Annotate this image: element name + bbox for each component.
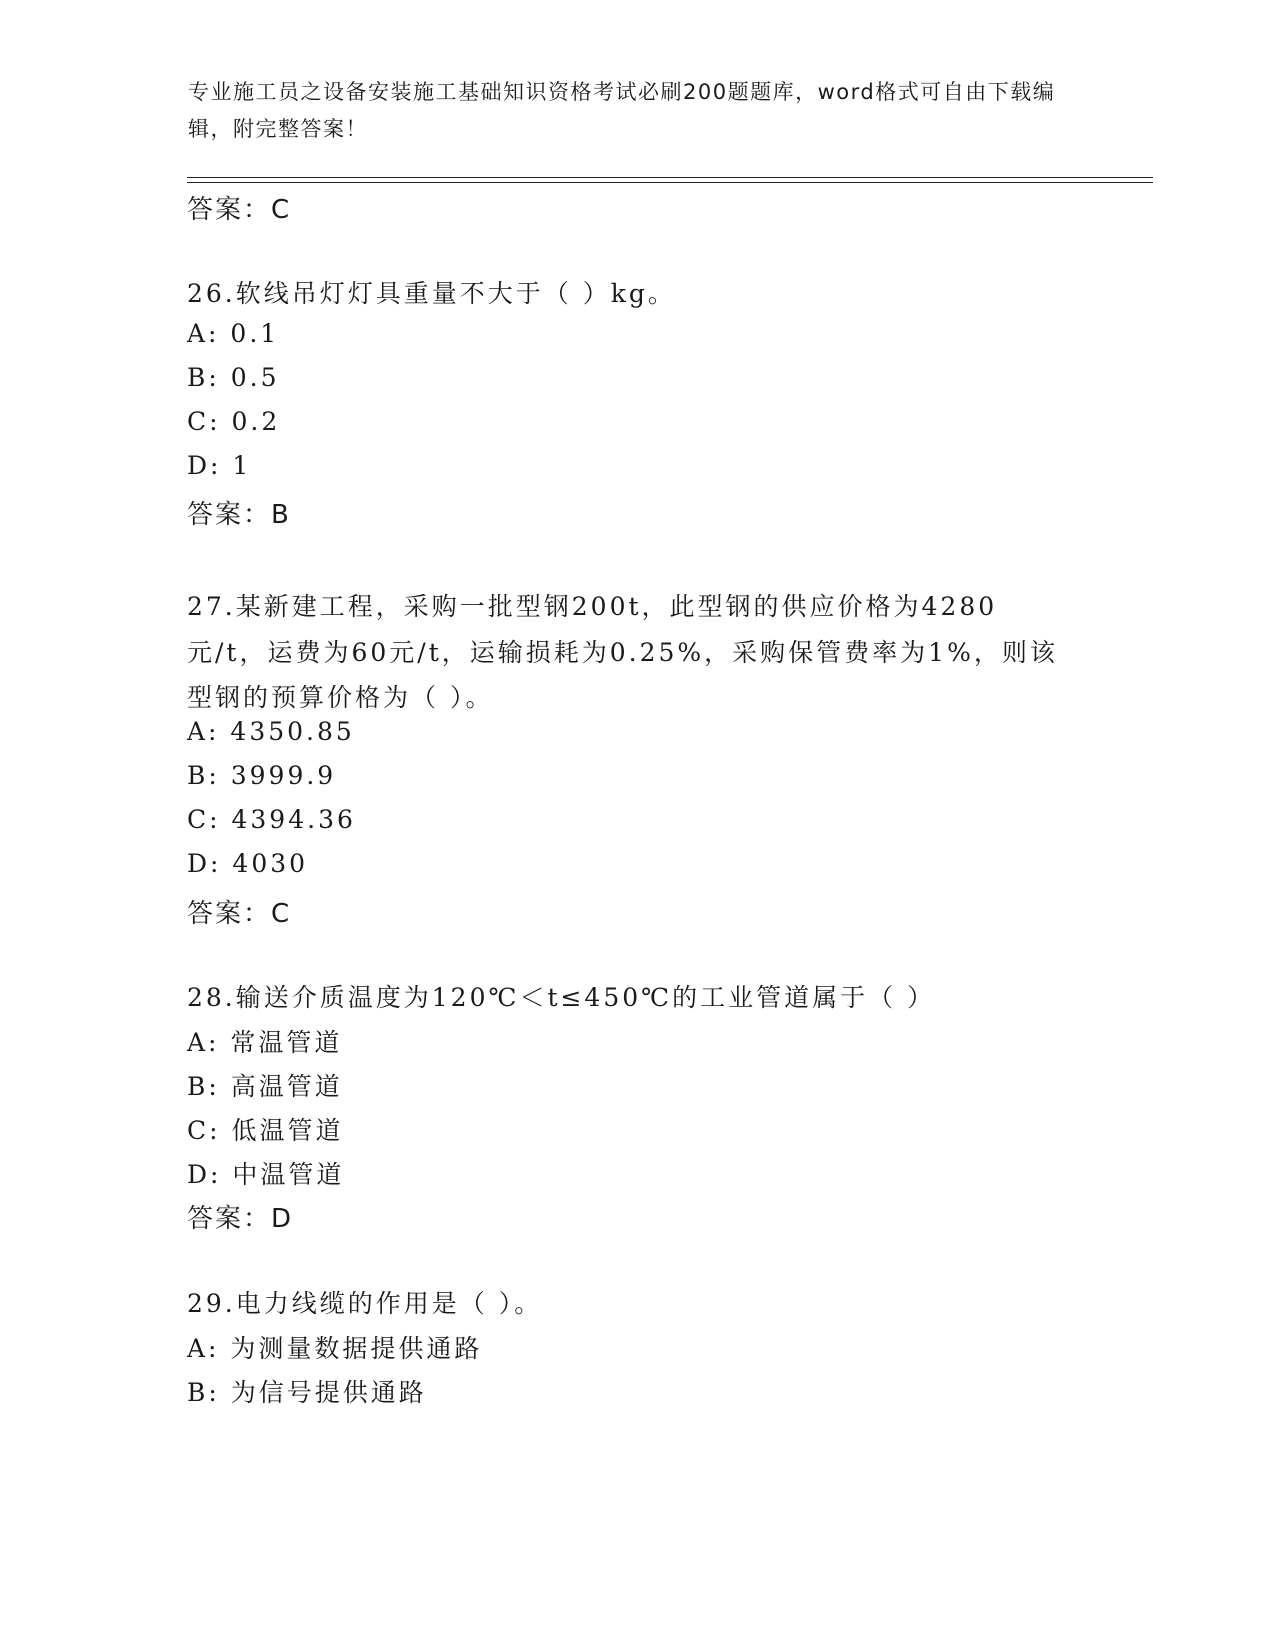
- header-divider-top: [187, 177, 1153, 178]
- question-27-stem: 27.某新建工程，采购一批型钢200t，此型钢的供应价格为4280元/t，运费为60元/t，运输损耗为0.25%，采购保管费率为1%，则该型钢的预算价格为（ ）。: [187, 592, 1058, 712]
- question-27-answer: 答案：C: [187, 899, 292, 929]
- question-29-stem: 29.电力线缆的作用是（ ）。: [187, 1289, 543, 1318]
- question-26-answer: 答案：B: [187, 500, 291, 530]
- question-27-option-c: C: 4394.36: [187, 805, 356, 834]
- question-26-stem: 26.软线吊灯灯具重量不大于（ ）kg。: [187, 279, 676, 308]
- question-27-option-d: D: 4030: [187, 849, 309, 878]
- question-28-option-d: D: 中温管道: [187, 1160, 345, 1189]
- question-26-option-b: B: 0.5: [187, 363, 280, 392]
- question-29-option-a: A: 为测量数据提供通路: [187, 1334, 483, 1363]
- header-divider-bottom: [187, 182, 1153, 183]
- question-29-option-b: B: 为信号提供通路: [187, 1378, 427, 1407]
- question-28-option-b: B: 高温管道: [187, 1072, 343, 1101]
- question-28-option-c: C: 低温管道: [187, 1116, 344, 1145]
- question-27-option-a: A: 4350.85: [187, 717, 355, 746]
- question-26-option-a: A: 0.1: [187, 319, 280, 348]
- question-28-option-a: A: 常温管道: [187, 1028, 343, 1057]
- question-26-option-c: C: 0.2: [187, 407, 281, 436]
- question-27-option-b: B: 3999.9: [187, 761, 337, 790]
- question-26-option-d: D: 1: [187, 451, 252, 480]
- question-28-answer: 答案：D: [187, 1204, 294, 1234]
- document-header: 专业施工员之设备安装施工基础知识资格考试必刷200题题库，word格式可自由下载编辑，附完整答案！: [188, 80, 1056, 141]
- previous-question-answer: 答案：C: [187, 195, 292, 225]
- question-28-stem: 28.输送介质温度为120℃＜t≤450℃的工业管道属于（ ）: [187, 983, 936, 1012]
